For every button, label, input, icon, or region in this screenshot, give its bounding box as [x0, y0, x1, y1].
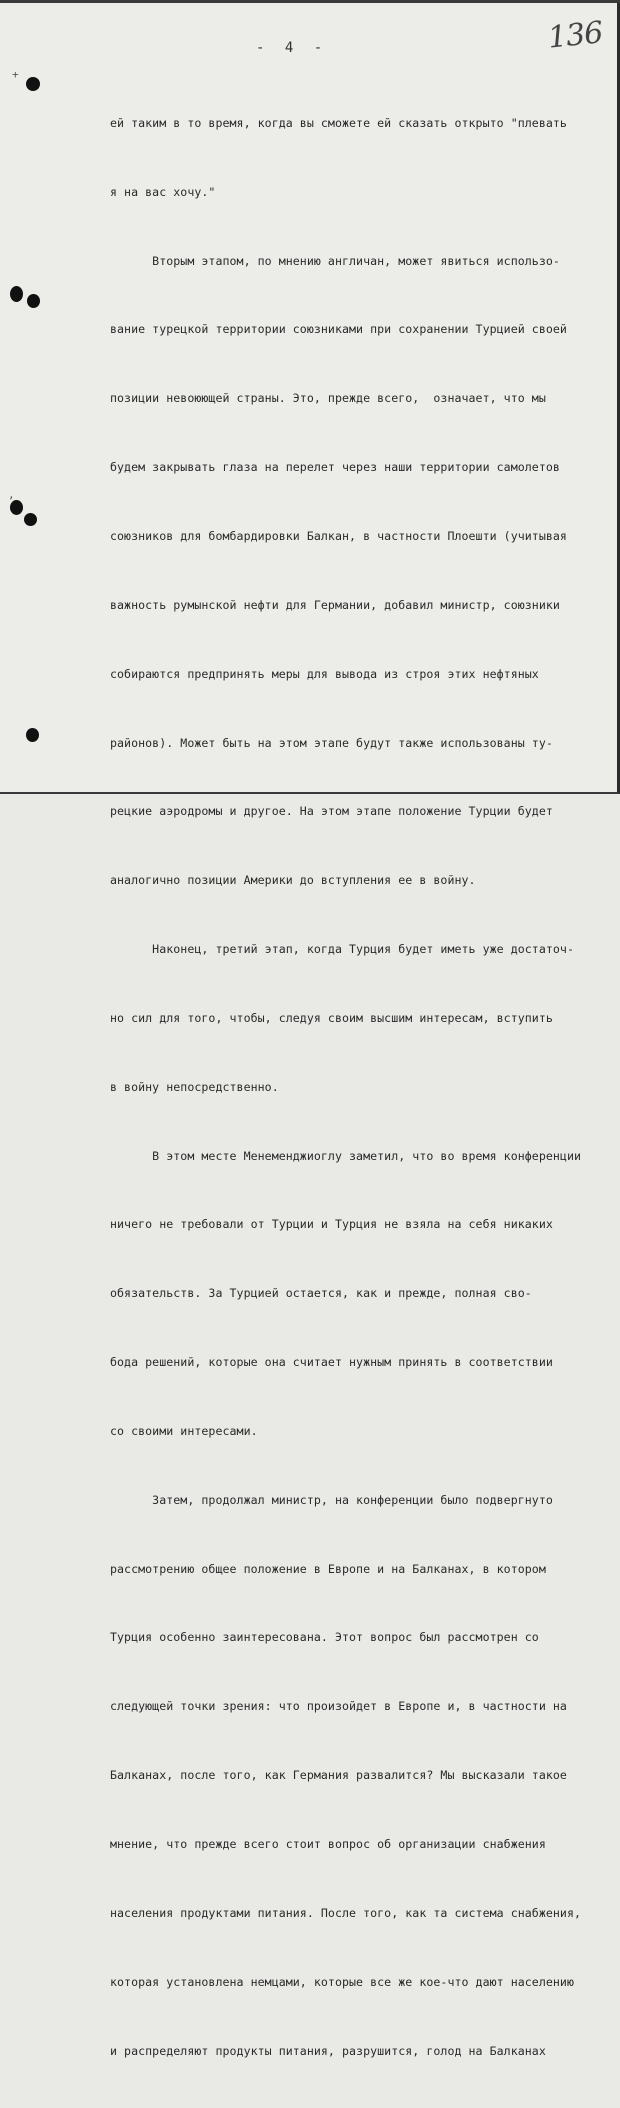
punch-hole-4 [10, 500, 23, 515]
punch-hole-5 [24, 513, 37, 526]
text-line: будем закрывать глаза на перелет через наши территории самолетов [110, 460, 560, 475]
text-line: населения продуктами питания. После того, как та система снабжения, [110, 1905, 582, 1920]
text-line: бода решений, которые она считает нужным принять в соответствии [110, 1355, 553, 1370]
text-line: в войну непосредственно. [110, 1079, 279, 1094]
text-line: Наконец, третий этап, когда Турция будет иметь уже достаточ- [110, 942, 574, 957]
punch-hole-2 [10, 286, 23, 302]
text-line: районов). Может быть на этом этапе будут также использованы ту- [110, 735, 553, 750]
punch-hole-1 [26, 77, 40, 91]
typed-text-body [110, 66, 612, 2108]
text-line: собираются предпринять меры для вывода из строя этих нефтяных [110, 666, 539, 681]
text-line: и распределяют продукты питания, разрушится, голод на Балканах [110, 2043, 546, 2058]
text-line: рассмотрению общее положение в Европе и на Балканах, в котором [110, 1561, 546, 1576]
text-line: мнение, что прежде всего стоит вопрос об организации снабжения [110, 1837, 546, 1851]
text-line: но сил для того, чтобы, следуя своим высшим интересам, вступить [110, 1010, 553, 1025]
text-line: ей таким в то время, когда вы сможете ей сказать открыто "плевать [110, 115, 567, 130]
text-line: Балканах, после того, как Германия развалится? Мы высказали такое [110, 1768, 567, 1783]
text-line: рецкие аэродромы и другое. На этом этапе положение Турции будет [110, 804, 553, 819]
text-line: Вторым этапом, по мнению англичан, может явиться использо- [110, 253, 560, 268]
text-line: аналогично позиции Америки до вступления ее в войну. [110, 873, 476, 888]
archive-number-handwritten: 136 [546, 15, 604, 56]
text-line: я на вас хочу." [110, 184, 216, 199]
text-line: следующей точки зрения: что произойдет в Европе и, в частности на [110, 1699, 567, 1714]
text-line: обязательств. За Турцией остается, как и прежде, полная сво- [110, 1286, 532, 1301]
text-line: вание турецкой территории союзниками при сохранении Турцией своей [110, 322, 567, 337]
margin-mark-icon: , [8, 488, 15, 501]
text-line: Затем, продолжал министр, на конференции было подвергнуто [110, 1492, 553, 1507]
text-line: которая установлена немцами, которые все же кое-что дают населению [110, 1974, 574, 1989]
punch-hole-6 [26, 728, 39, 742]
text-line: важность румынской нефти для Германии, добавил министр, союзники [110, 597, 560, 612]
text-line: со своими интересами. [110, 1423, 258, 1438]
margin-mark-icon: + [12, 68, 19, 81]
page-number: - 4 - [256, 40, 329, 56]
text-line: В этом месте Менеменджиоглу заметил, что во время конференции [110, 1148, 582, 1163]
text-line: союзников для бомбардировки Балкан, в частности Плоешти (учитывая [110, 528, 567, 543]
text-line: Турция особенно заинтересована. Этот вопрос был рассмотрен со [110, 1630, 539, 1645]
punch-hole-3 [27, 294, 40, 308]
scan-edge [0, 0, 620, 3]
text-line: ничего не требовали от Турции и Турция не взяла на себя никаких [110, 1217, 553, 1232]
text-line: позиции невоюющей страны. Это, прежде всего, означает, что мы [110, 391, 546, 406]
